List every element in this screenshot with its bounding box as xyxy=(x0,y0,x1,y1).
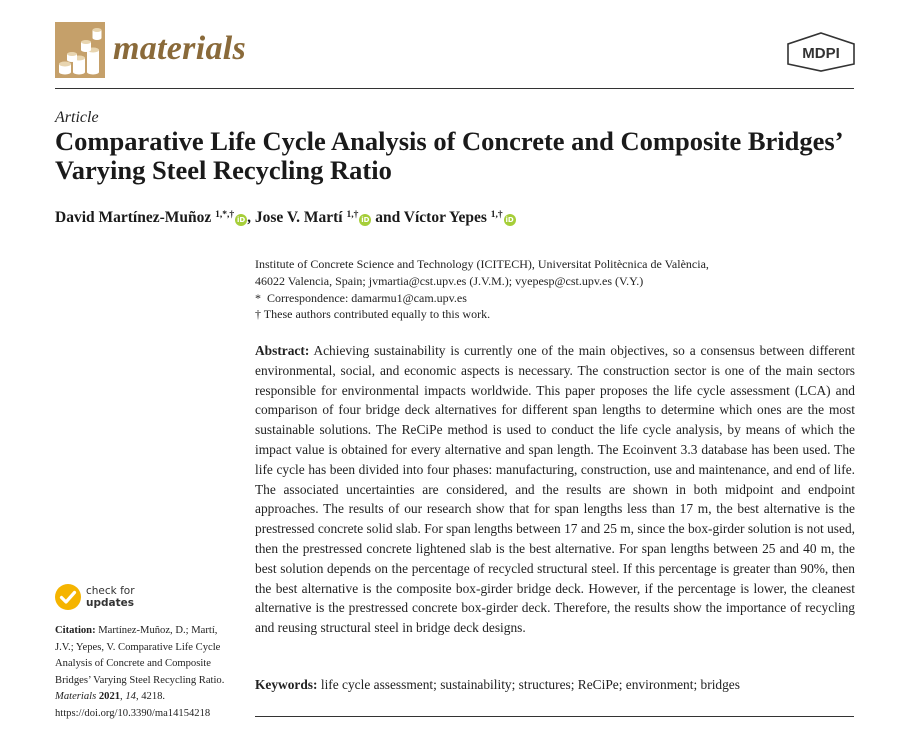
check-for-updates-icon xyxy=(54,583,82,611)
equal-contribution-line xyxy=(255,306,855,323)
keywords xyxy=(255,677,855,693)
equal-contribution-marker: † xyxy=(255,307,261,322)
author-separator: , xyxy=(247,209,255,226)
affiliation-line: Institute of Concrete Science and Technology (ICITECH), Universitat Politècnica de València, xyxy=(255,257,709,271)
author-affiliation-marker: 1,† xyxy=(346,210,359,220)
correspondence-line xyxy=(255,290,855,307)
check-for-updates-line2: updates xyxy=(86,597,134,609)
affiliations xyxy=(255,256,855,323)
author-name: David Martínez-Muñoz xyxy=(55,209,212,226)
keywords-label: Keywords: xyxy=(255,677,318,692)
affiliation-line: 46022 Valencia, Spain; jvmartia@cst.upv.es (J.V.M.); vyepesp@cst.upv.es (V.Y.) xyxy=(255,273,644,288)
author-affiliation-marker: 1,† xyxy=(490,210,503,220)
citation-volume: 14 xyxy=(125,691,136,703)
journal-name: materials xyxy=(113,30,247,67)
check-for-updates-badge[interactable] xyxy=(54,583,135,611)
citation-journal: Materials xyxy=(55,691,97,703)
paper-title: Comparative Life Cycle Analysis of Concrete and Composite Bridges’ Varying Steel Recycling Ratio xyxy=(55,126,842,185)
orcid-icon[interactable]: iD xyxy=(361,216,370,224)
mdpi-logo-text: MDPI xyxy=(802,45,840,62)
orcid-icon[interactable]: iD xyxy=(237,216,246,224)
citation-label: Citation: xyxy=(55,625,96,636)
citation-text: Martínez-Muñoz, D.; Martí, J.V.; Yepes, V. Comparative Life Cycle Analysis of Concrete and Composite Bridges’ Varying Steel Recycling Ratio. xyxy=(55,625,225,686)
equal-contribution-text: These authors contributed equally to this work. xyxy=(263,307,491,322)
check-for-updates-line1: check for xyxy=(86,585,135,597)
correspondence-text: Correspondence: damarmu1@cam.upv.es xyxy=(267,290,467,305)
citation-year: 2021 xyxy=(98,691,121,703)
author-separator: and xyxy=(371,209,404,226)
mdpi-logo xyxy=(786,32,856,72)
abstract-label: Abstract: xyxy=(255,343,310,358)
materials-logo-icon xyxy=(55,22,105,78)
abstract-text: Achieving sustainability is currently one of the main objectives, so a consensus between different environmental, social, and economic aspects is necessary. The construction sector is one of the main sectors responsible for environmental impacts worldwide. This paper proposes the life cycle assessment (LCA) and comparison of four bridge deck alternatives for different span lengths to determine which ones are the most sustainable solutions. The ReCiPe method is used to conduct the life cycle analysis, by means of which the impact value is obtained for every alternative and span length. The Ecoinvent 3.3 database has been used. The life cycle has been divided into four phases: manufacturing, construction, use and maintenance, and end of life. The associated uncertainties are considered, and the results are shown in both midpoint and endpoint approaches. The results of our research show that for span lengths less than 17 m, the best alternative is the prestressed concrete solid slab. For span lengths between 17 and 25 m, since the box-girder solution is not used, then the prestressed concrete lightened slab is the best alternative. For span lengths between 25 and 40 m, the best solution depends on the percentage of recycled structural steel. If this percentage is greater than 90%, then the best alternative is the composite box-girder bridge deck. However, if the percentage is lower, the cleanest alternative is the prestressed concrete box-girder deck. Therefore, the results show the importance of recycling and reusing structural steel in bridge deck designs. xyxy=(255,343,856,636)
keywords-text: life cycle assessment; sustainability; structures; ReCiPe; environment; bridges xyxy=(320,677,740,692)
citation-doi-link[interactable]: https://doi.org/10.3390/ma14154218 xyxy=(55,707,211,719)
author-affiliation-marker: 1,*,† xyxy=(215,210,235,220)
author-list xyxy=(55,209,516,227)
citation-article-number: , 4218. xyxy=(135,691,166,703)
header-divider xyxy=(55,88,854,89)
author-name: Víctor Yepes xyxy=(403,209,487,226)
abstract xyxy=(255,341,855,638)
author-name: Jose V. Martí xyxy=(254,209,343,226)
check-for-updates-text xyxy=(86,585,135,609)
citation-block: Citation: Martínez-Muñoz, D.; Martí, J.V.; Yepes, V. Comparative Life Cycle Analysis of Concrete and Composite Bridges’ Varying Steel Recycling Ratio. Materials 2021, 14, 4218. https://doi.org/10.3390/ma14154218 xyxy=(55,625,225,719)
orcid-icon[interactable]: iD xyxy=(505,216,514,224)
article-type: Article xyxy=(55,109,99,126)
bottom-divider xyxy=(255,716,854,717)
correspondence-marker: * xyxy=(255,290,261,305)
